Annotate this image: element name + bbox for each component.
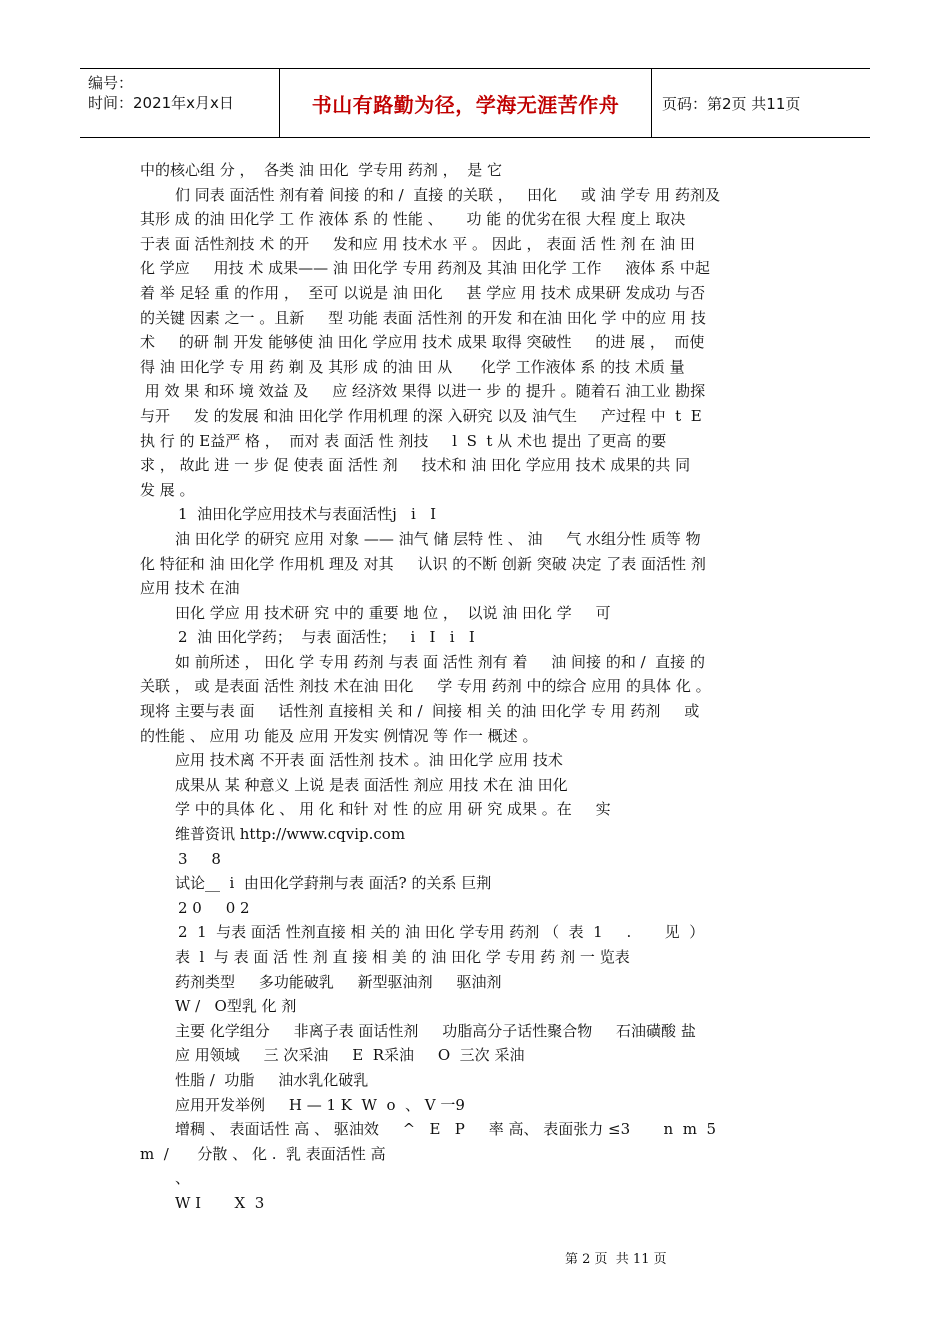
table-text-line: W I X 3 bbox=[175, 1193, 265, 1212]
body-line: 应用 技术 在油 bbox=[140, 579, 240, 598]
body-line: 执 行 的 E益严 格 ， 而对 表 面活 性 剂技 l S t 从 术也 提出 了更高 的要 bbox=[140, 431, 667, 450]
body-line: 田化 学应 用 技术研 究 中的 重要 地 位 ， 以说 油 田化 学 可 bbox=[175, 603, 611, 622]
body-line: 用 效 果 和环 境 效益 及 应 经济效 果得 以进一 步 的 提升 。随着石 油工业 勘探 bbox=[140, 382, 706, 401]
body-line: 应用 技术离 不开表 面 活性剂 技术 。油 田化学 应用 技术 bbox=[175, 751, 563, 770]
body-line: 化 学应 用技 术 成果—— 油 田化学 专用 药剂及 其油 田化学 工作 液体 系 中起 bbox=[140, 259, 710, 278]
table-text-line: 性脂 / 功脂 油水乳化破乳 bbox=[175, 1070, 369, 1089]
body-line: 得 油 田化学 专 用 药 剃 及 其形 成 的油 田 从 化学 工作液体 系 的技 术质 量 bbox=[140, 357, 685, 376]
body-line: 求 ， 故此 进 一 步 促 使表 面 活性 剂 技术和 油 田化 学应用 技术 成果的共 同 bbox=[140, 456, 691, 475]
table-text-line: 药剂类型 多功能破乳 新型驱油剂 驱油剂 bbox=[175, 972, 502, 991]
section-heading: 2 1 与表 面活 性剂直接 相 关的 油 田化 学专用 药剂 （ 表 1 . 见 ） bbox=[178, 923, 705, 942]
source-watermark: 维普资讯 http://www.cqvip.com bbox=[175, 825, 406, 844]
body-line: 3 8 bbox=[178, 849, 221, 868]
body-line: 油 田化学 的研究 应用 对象 —— 油气 储 层特 性 、 油 气 水组分性 质等 物 bbox=[175, 529, 701, 548]
section-heading: 1 油田化学应用技术与表面活性j i I bbox=[178, 505, 437, 524]
body-line: 于表 面 活性剂技 术 的开 发和应 用 技术水 平 。 因此 ， 表面 活 性 剂 在 油 田 bbox=[140, 234, 695, 253]
body-line: 发 展 。 bbox=[140, 480, 195, 499]
date-label: 时间：2021年x月x日 bbox=[88, 94, 234, 112]
number-label: 编号： bbox=[88, 74, 134, 92]
header-table bbox=[80, 68, 870, 138]
motto-text: 书山有路勤为径，学海无涯苦作舟 bbox=[311, 92, 620, 117]
table-text-line: 、 bbox=[175, 1169, 191, 1188]
page-info-cell bbox=[652, 69, 870, 137]
document-body bbox=[140, 158, 820, 1216]
body-line: 化 特征和 油 田化学 作用机 理及 对其 认识 的不断 创新 突破 决定 了表 面活性 剂 bbox=[140, 554, 706, 573]
table-text-line: 主要 化学组分 非离子表 面话性剂 功脂高分子话性聚合物 石油磺酸 盐 bbox=[175, 1021, 696, 1040]
body-line: 关联 ， 或 是表面 活性 剂技 术在油 田化 学 专用 药剂 中的综合 应用 的具体 化 。 bbox=[140, 677, 711, 696]
table-text-line: 应 用领域 三 次采油 E R采油 O 三次 采油 bbox=[175, 1046, 525, 1065]
body-line: 的性能 、 应用 功 能及 应用 开发实 例情况 等 作一 概述 。 bbox=[140, 726, 538, 745]
body-line: 着 举 足轻 重 的作用 ， 至可 以说是 油 田化 甚 学应 用 技术 成果研 发成功 与否 bbox=[140, 283, 706, 302]
table-text-line: 应用开发举例 H — 1 K W o 、 V 一9 bbox=[175, 1095, 465, 1114]
motto-cell bbox=[280, 69, 652, 137]
body-line: 术 的研 制 开发 能够使 油 田化 学应用 技术 成果 取得 突破性 的进 展 ， 而使 bbox=[140, 333, 705, 352]
body-line: 其形 成 的油 田化学 工 作 液体 系 的 性能 、 功 能 的优劣在很 大程 度上 取决 bbox=[140, 210, 686, 229]
body-line: 成果从 某 种意义 上说 是表 面活性 剂应 用技 术在 油 田化 bbox=[175, 775, 568, 794]
header-left-cell bbox=[80, 69, 280, 137]
body-line: 2 0 0 2 bbox=[178, 898, 250, 917]
body-line: 学 中的具体 化 、 用 化 和针 对 性 的应 用 研 究 成果 。在 实 bbox=[175, 800, 611, 819]
body-line: 如 前所述 ， 田化 学 专用 药剂 与表 面 活性 剂有 着 油 间接 的和 / 直接 的 bbox=[175, 652, 705, 671]
body-line: 的关键 因素 之一 。且新 型 功能 表面 活性剂 的开发 和在油 田化 学 中的应 用 技 bbox=[140, 308, 706, 327]
table-text-line: m / 分散 、 化 . 乳 表面活性 高 bbox=[140, 1144, 386, 1163]
table-text-line: W / O型乳 化 剂 bbox=[175, 997, 297, 1016]
body-line: 现将 主要与表 面 话性剂 直接相 关 和 / 间接 相 关 的油 田化学 专 用 药剂 或 bbox=[140, 702, 700, 721]
body-line: 试论__ i 由田化学葑荆与表 面活? 的关系 巨荆 bbox=[175, 874, 492, 893]
section-heading: 2 油 田化学药； 与表 面活性； i I i I bbox=[178, 628, 475, 647]
body-line: 中的核心组 分 ， 各类 油 田化 学专用 药剂 ， 是 它 bbox=[140, 161, 502, 179]
page-info-text: 页码：第2页 共11页 bbox=[662, 94, 801, 113]
body-line: 们 同表 面活性 剂有着 间接 的和 / 直接 的关联 ， 田化 或 油 学专 用 药剂及 bbox=[175, 185, 720, 204]
body-line: 与开 发 的发展 和油 田化学 作用机理 的深 入研究 以及 油气生 产过程 中 t E bbox=[140, 406, 702, 425]
table-caption: 表 l 与 表 面 活 性 剂 直 接 相 美 的 油 田化 学 专用 药 剂 一 览表 bbox=[175, 948, 630, 966]
page-footer: 第 2 页 共 11 页 bbox=[565, 1252, 667, 1267]
table-text-line: 增稠 、 表面话性 高 、 驱油效 ^ E P 率 高、 表面张力 ≤3 n m 5 bbox=[175, 1120, 717, 1139]
